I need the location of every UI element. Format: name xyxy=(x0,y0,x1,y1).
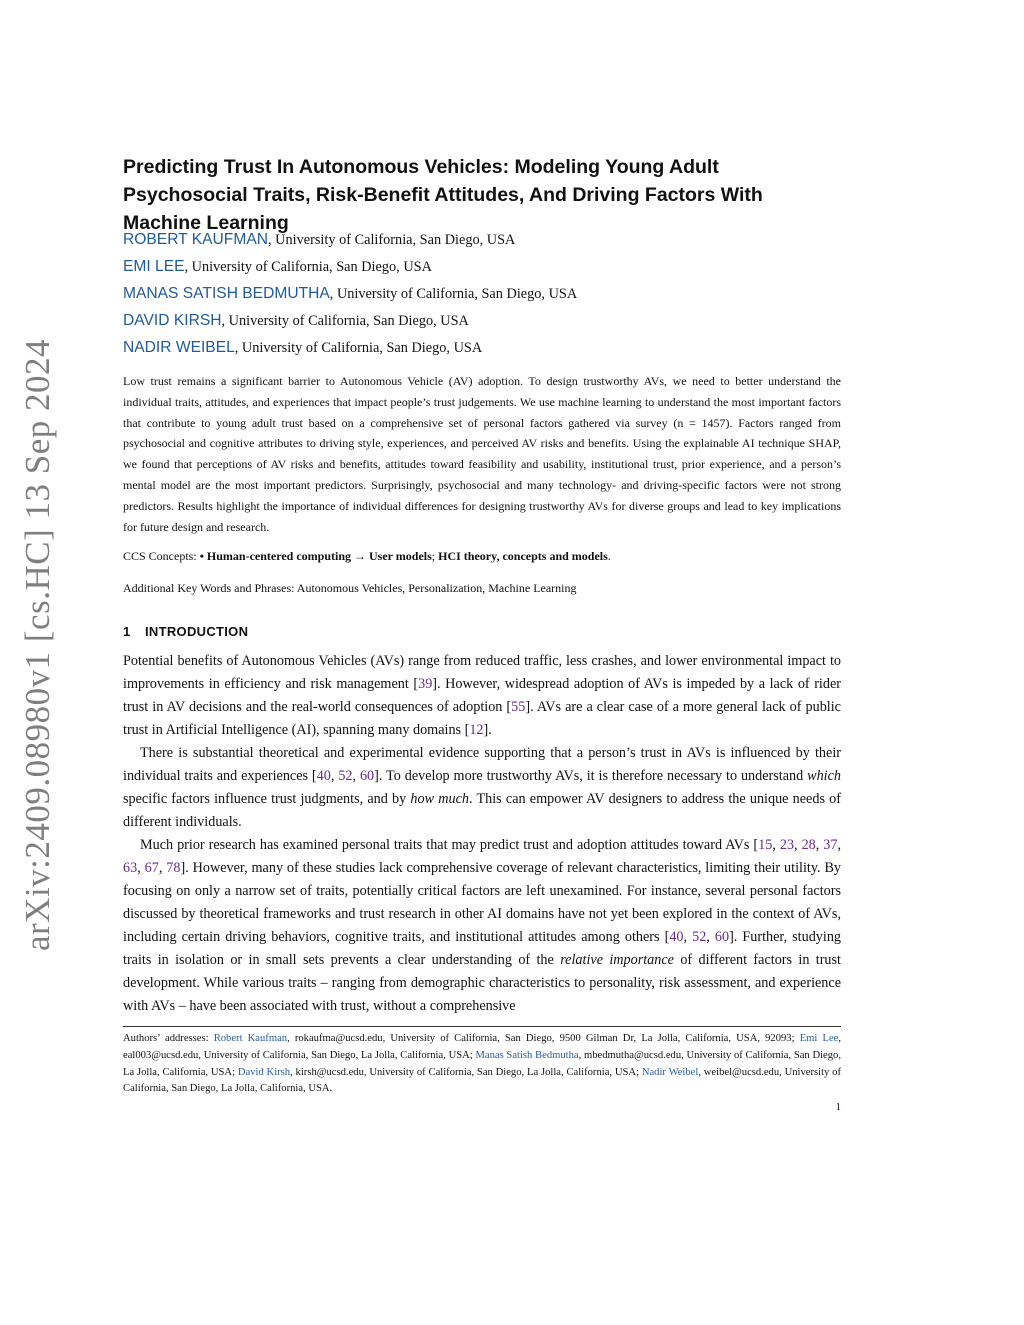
author-list xyxy=(123,226,841,361)
ccs-bullet: • xyxy=(199,549,207,563)
text-run: , weibel@ucsd.edu, University of California, San Diego, La Jolla, California, USA. xyxy=(123,1066,841,1095)
citation-link[interactable]: 23 xyxy=(779,837,795,853)
author-link[interactable]: Emi Lee xyxy=(799,1033,839,1044)
ccs-concept: HCI theory, concepts and models xyxy=(438,549,608,563)
citation-link[interactable]: 67 xyxy=(144,860,159,876)
text-run: Potential benefits of Autonomous Vehicles (AVs) range from reduced traffic, less crashes, and lower environmental impact to improvements in efficiency and risk management [ xyxy=(123,653,841,692)
ccs-separator: ; xyxy=(431,549,439,563)
author-entry xyxy=(123,226,841,253)
citation-link[interactable]: 78 xyxy=(166,860,181,876)
text-run: , xyxy=(794,837,802,853)
text-run: specific factors influence trust judgments, and by xyxy=(123,791,411,807)
citation-link[interactable]: 40 xyxy=(316,768,331,784)
text-run: , xyxy=(837,837,842,853)
page-number: 1 xyxy=(835,1101,841,1113)
author-entry xyxy=(123,307,841,334)
emphasis: how much xyxy=(410,791,469,807)
author-affiliation: , University of California, San Diego, USA xyxy=(329,286,578,302)
text-run: Authors’ addresses: xyxy=(123,1033,214,1044)
text-run: , xyxy=(330,768,339,784)
citation-link[interactable]: 40 xyxy=(669,929,684,945)
author-affiliation: , University of California, San Diego, USA xyxy=(268,232,516,248)
text-run: , xyxy=(706,929,715,945)
author-entry xyxy=(123,253,841,280)
ccs-concept: Human-centered computing → User models xyxy=(206,549,432,563)
text-run: , xyxy=(137,860,145,876)
abstract: Low trust remains a significant barrier to Autonomous Vehicle (AV) adoption. To design trustworthy AVs, we need to better understand the individual traits, attitudes, and experiences that impact people’s trust judgements. We use machine learning to understand the most important factors that contribute to young adult trust based on a comprehensive set of personal factors gathered via survey (n = 1457). Factors ranged from psychosocial and cognitive attributes to driving style, experiences, and perceived AV risks and benefits. Using the explainable AI technique SHAP, we found that perceptions of AV risks and benefits, attitudes toward feasibility and usability, institutional trust, prior experience, and a person’s mental model are the most important predictors. Surprisingly, psychosocial and many technology- and driving-specific factors were not strong predictors. Results highlight the importance of individual differences for designing trustworthy AVs for diverse groups and lead to key implications for future design and research. xyxy=(123,374,841,534)
text-run: , eal003@ucsd.edu, University of California, San Diego, La Jolla, California, USA; xyxy=(123,1033,842,1061)
keywords: Additional Key Words and Phrases: Autonomous Vehicles, Personalization, Machine Learning xyxy=(123,581,577,595)
citation-link[interactable]: 52 xyxy=(692,929,707,945)
text-run: , kirsh@ucsd.edu, University of California, San Diego, La Jolla, California, USA; xyxy=(290,1066,642,1078)
citation-link[interactable]: 60 xyxy=(359,768,375,784)
text-run: ]. However, many of these studies lack comprehensive coverage of relevant characteristics, limiting their utility. By focusing on only a narrow set of traits, potentially critical factors are left unexamined. For instance, several personal factors discussed by theoretical frameworks and trust research in other AI domains have not yet been explored in the context of AVs, including certain driving behaviors, cognitive traits, and institutional attitudes among others [ xyxy=(123,860,842,945)
text-run: of different factors in trust development. While various traits – ranging from demographic characteristics to personality, risk assessment, and experience with AVs – have been associated with trust, without a comprehensive xyxy=(123,952,841,1014)
paragraph xyxy=(123,834,841,1018)
text-run: , mbedmutha@ucsd.edu, University of California, San Diego, La Jolla, California, USA; xyxy=(123,1049,841,1078)
text-run: , rokaufma@ucsd.edu, University of California, San Diego, 9500 Gilman Dr, La Jolla, California, USA, 92093; xyxy=(287,1033,800,1044)
text-run: Much prior research has examined personal traits that may predict trust and adoption attitudes toward AVs [ xyxy=(140,837,759,853)
author-name-link[interactable]: MANAS SATISH BEDMUTHA xyxy=(123,285,330,302)
paper-title: Predicting Trust In Autonomous Vehicles: Modeling Young Adult Psychosocial Traits, Risk-Benefit Attitudes, And Driving Factors With Machine Learning xyxy=(123,156,763,234)
author-link[interactable]: Manas Satish Bedmutha xyxy=(475,1049,579,1061)
citation-link[interactable]: 12 xyxy=(469,722,484,738)
text-run: There is substantial theoretical and experimental evidence supporting that a person’s trust in AVs is influenced by their individual traits and experiences [ xyxy=(123,745,841,784)
author-name-link[interactable]: DAVID KIRSH xyxy=(123,312,222,329)
author-link[interactable]: Nadir Weibel xyxy=(641,1066,699,1078)
emphasis: which xyxy=(807,768,841,784)
text-run: , xyxy=(815,837,824,853)
author-addresses-footnote xyxy=(123,1031,841,1098)
author-name-link[interactable]: EMI LEE xyxy=(123,258,185,275)
arxiv-stamp-text: arXiv:2409.08980v1 [cs.HC] 13 Sep 2024 xyxy=(18,338,57,952)
ccs-label: CCS Concepts: xyxy=(123,549,200,563)
citation-link[interactable]: 37 xyxy=(823,837,838,853)
author-entry xyxy=(123,334,841,361)
paragraph xyxy=(123,650,841,742)
text-run: , xyxy=(683,929,693,945)
citation-link[interactable]: 15 xyxy=(758,837,773,853)
citation-link[interactable]: 63 xyxy=(123,860,138,876)
text-run: . This can empower AV designers to address the unique needs of different individuals. xyxy=(123,791,841,830)
arxiv-identifier-stamp xyxy=(8,338,68,952)
section-number: 1 xyxy=(123,624,131,639)
citation-link[interactable]: 60 xyxy=(714,929,730,945)
author-affiliation: , University of California, San Diego, USA xyxy=(184,259,432,275)
citation-link[interactable]: 55 xyxy=(511,699,526,715)
section-title: INTRODUCTION xyxy=(145,624,249,639)
author-link[interactable]: David Kirsh xyxy=(237,1066,291,1078)
paragraph xyxy=(123,742,841,834)
section-heading xyxy=(123,624,841,639)
author-name-link[interactable]: ROBERT KAUFMAN xyxy=(123,231,268,248)
text-run: , xyxy=(772,837,780,853)
text-run: , xyxy=(158,860,167,876)
text-run: ]. Further, studying traits in isolation or in small sets prevents a clear understanding of the xyxy=(123,929,842,968)
text-run: ]. However, widespread adoption of AVs is impeded by a lack of rider trust in AV decisions and the real-world consequences of adoption [ xyxy=(123,676,841,715)
author-entry xyxy=(123,280,841,307)
ccs-concepts xyxy=(123,549,841,564)
ccs-end: . xyxy=(607,549,611,563)
author-affiliation: , University of California, San Diego, USA xyxy=(221,313,469,329)
citation-link[interactable]: 52 xyxy=(338,768,353,784)
text-run: ]. To develop more trustworthy AVs, it is therefore necessary to understand xyxy=(374,768,808,784)
text-run: , xyxy=(352,768,360,784)
text-run: ]. xyxy=(483,722,492,738)
emphasis: relative importance xyxy=(560,952,674,968)
introduction-body xyxy=(123,650,841,1018)
author-name-link[interactable]: NADIR WEIBEL xyxy=(123,339,235,356)
footnote-divider xyxy=(123,1026,841,1027)
text-run: ]. AVs are a clear case of a more general lack of public trust in Artificial Intelligence (AI), spanning many domains [ xyxy=(123,699,841,738)
author-link[interactable]: Robert Kaufman xyxy=(213,1033,288,1044)
citation-link[interactable]: 39 xyxy=(418,676,433,692)
citation-link[interactable]: 28 xyxy=(801,837,816,853)
author-affiliation: , University of California, San Diego, USA xyxy=(234,340,483,356)
